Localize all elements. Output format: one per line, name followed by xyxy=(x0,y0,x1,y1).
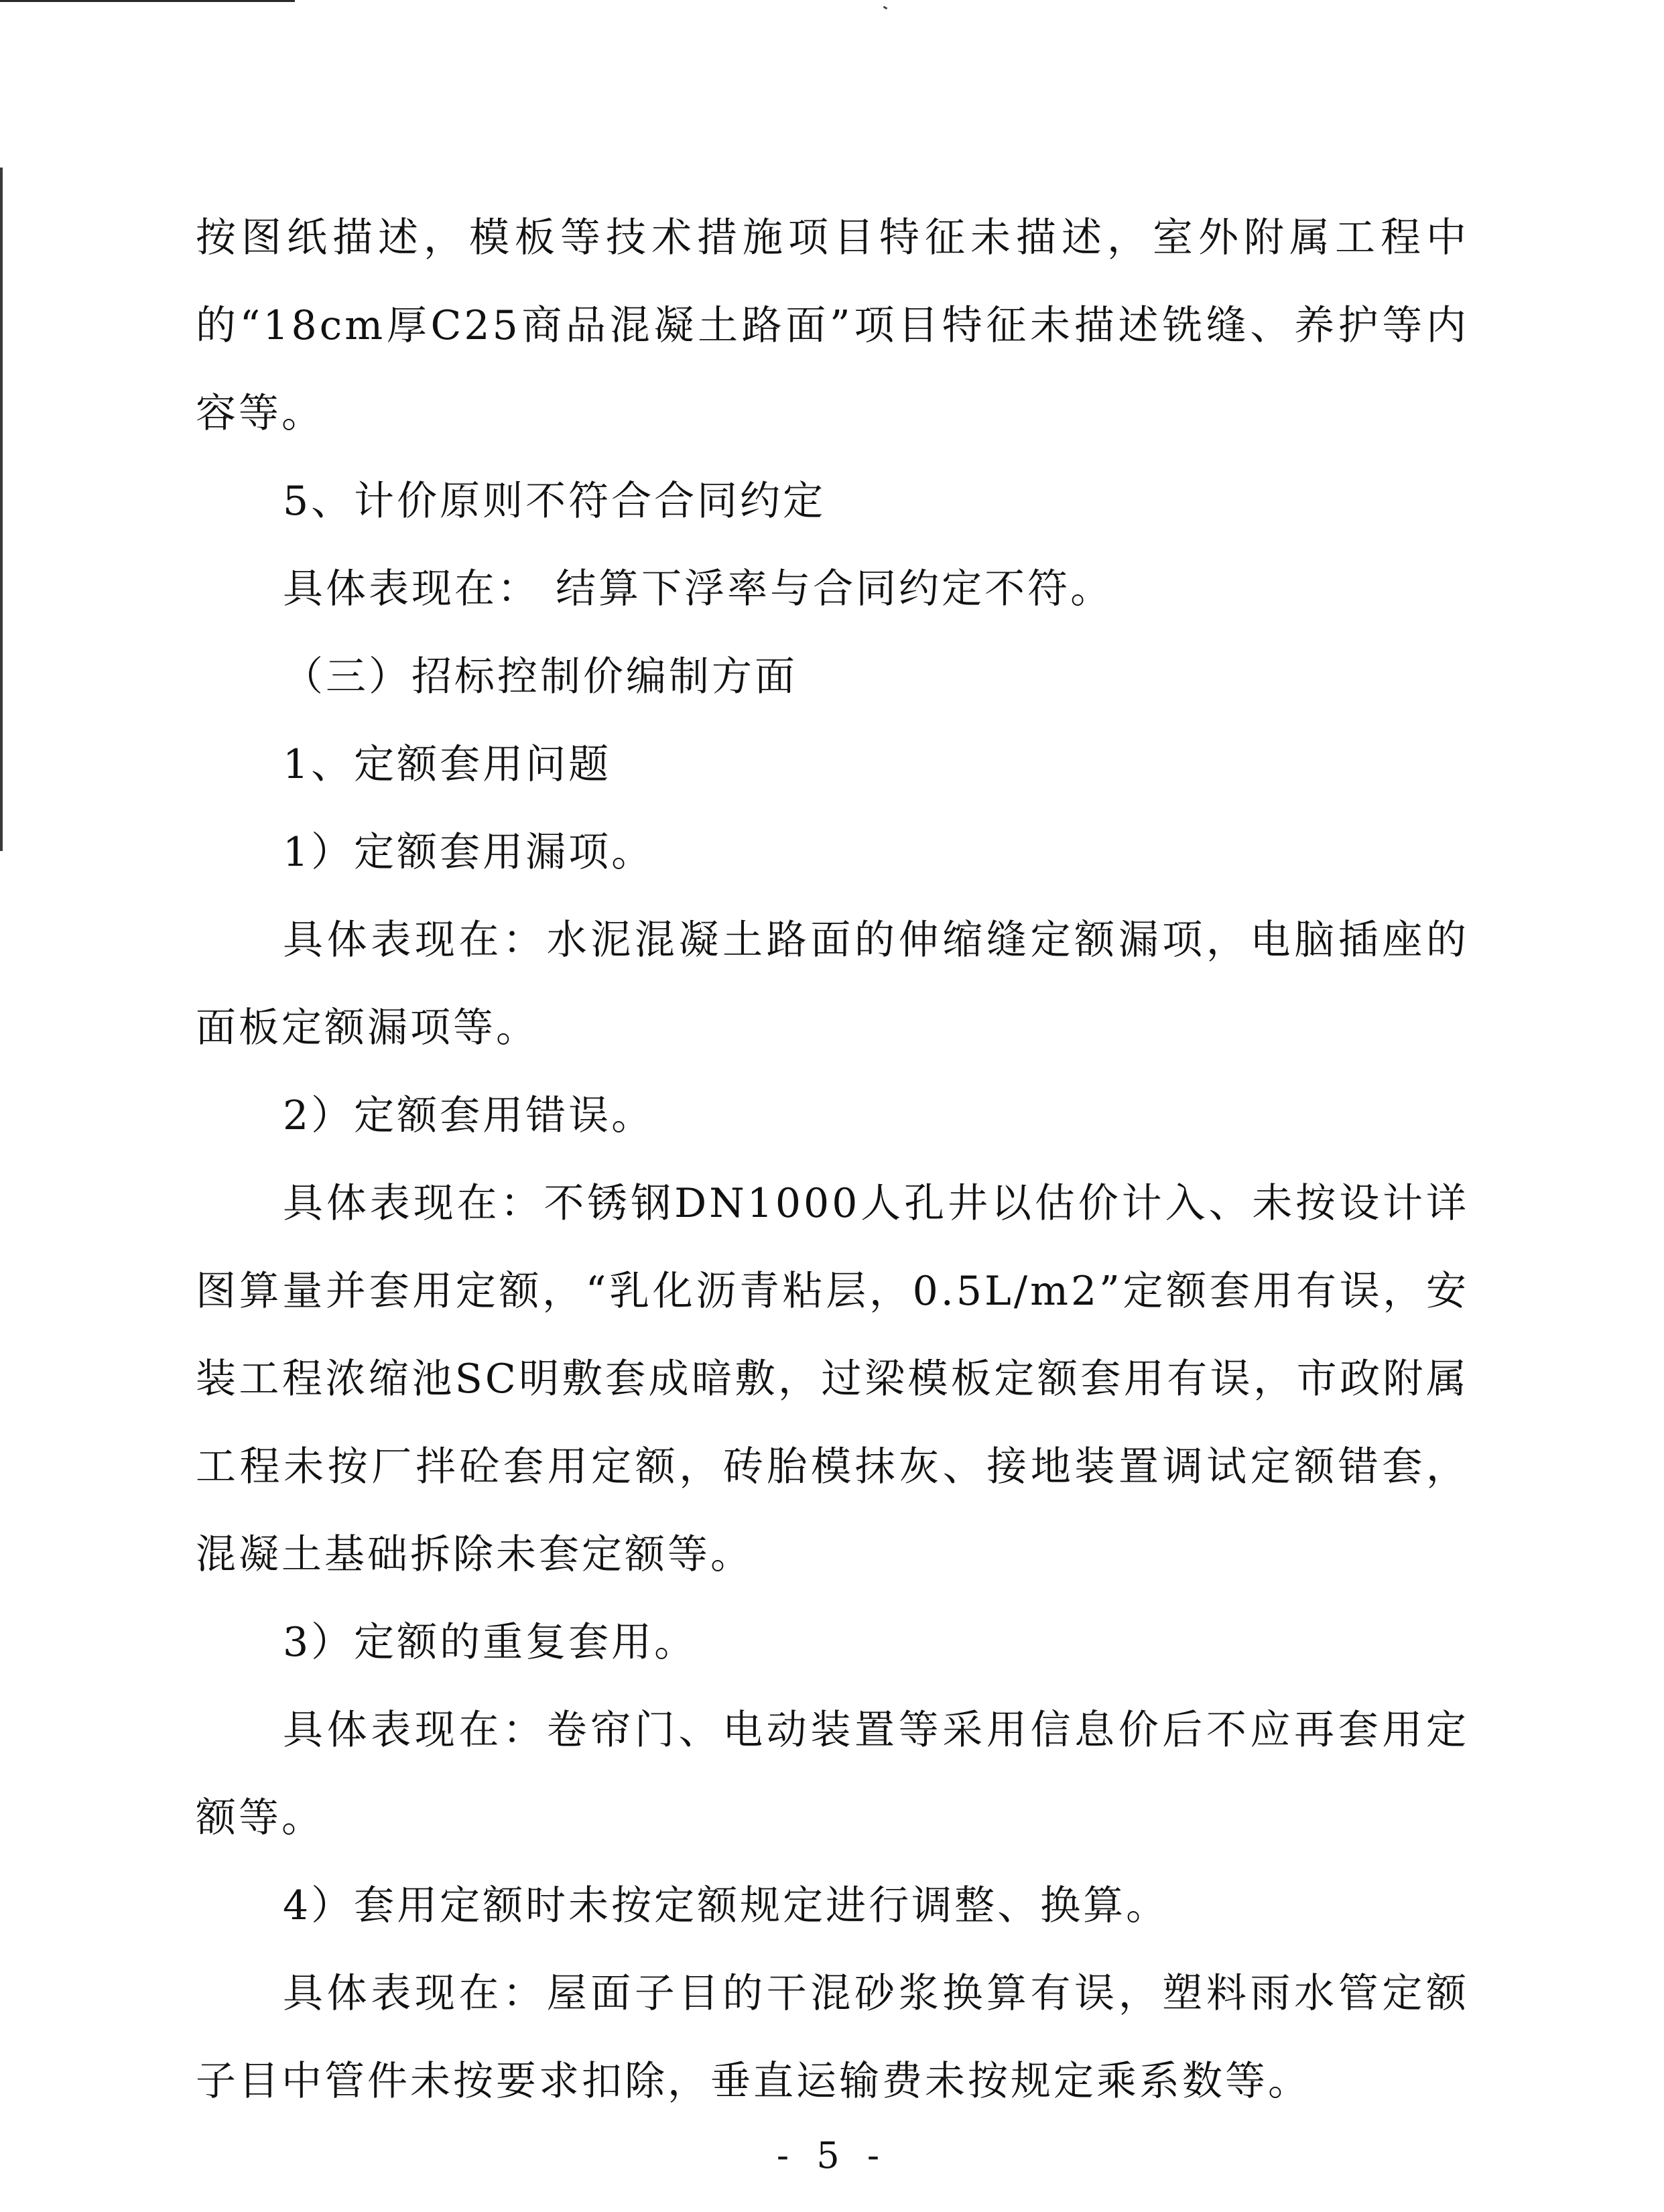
paragraph-quota-adjustment-detail: 具体表现在：屋面子目的干混砂浆换算有误，塑料雨水管定额子目中管件未按要求扣除，垂直运输费未按规定乘系数等。 xyxy=(196,1970,1469,2105)
subheading-quota-adjustment: 4）套用定额时未按定额规定进行调整、换算。 xyxy=(283,1882,1169,1929)
subheading-quota-duplicate: 3）定额的重复套用。 xyxy=(283,1619,698,1666)
paragraph-quota-missing-detail: 具体表现在：水泥混凝土路面的伸缩缝定额漏项，电脑插座的面板定额漏项等。 xyxy=(196,917,1469,1051)
scan-artifact-dot xyxy=(883,6,888,10)
scan-artifact-left-edge xyxy=(0,168,3,851)
paragraph-quota-duplicate-detail: 具体表现在：卷帘门、电动装置等采用信息价后不应再套用定额等。 xyxy=(196,1707,1469,1841)
document-body xyxy=(196,194,1469,2126)
heading-pricing-principle: 5、计价原则不符合合同约定 xyxy=(283,478,826,525)
heading-tender-control-price: （三）招标控制价编制方面 xyxy=(283,653,797,700)
subheading-quota-error: 2）定额套用错误。 xyxy=(283,1092,655,1139)
scan-artifact-top-line xyxy=(0,0,295,2)
paragraph-continuation: 按图纸描述，模板等技术措施项目特征未描述，室外附属工程中的“18cm厚C25商品混凝土路面”项目特征未描述铣缝、养护等内容等。 xyxy=(196,214,1469,437)
paragraph-quota-error-detail: 具体表现在：不锈钢DN1000人孔井以估价计入、未按设计详图算量并套用定额，“乳化沥青粘层，0.5L/m2”定额套用有误，安装工程浓缩池SC明敷套成暗敷，过梁模板定额套用有误，市政附属工程未按厂拌砼套用定额，砖胎模抹灰、接地装置调试定额错套，混凝土基础拆除未套定额等。 xyxy=(196,1180,1469,1578)
subheading-quota-missing: 1）定额套用漏项。 xyxy=(283,829,655,876)
page-number: - 5 - xyxy=(776,2134,888,2176)
heading-quota-application: 1、定额套用问题 xyxy=(283,741,612,788)
paragraph-pricing-detail: 具体表现在： 结算下浮率与合同约定不符。 xyxy=(283,566,1114,612)
